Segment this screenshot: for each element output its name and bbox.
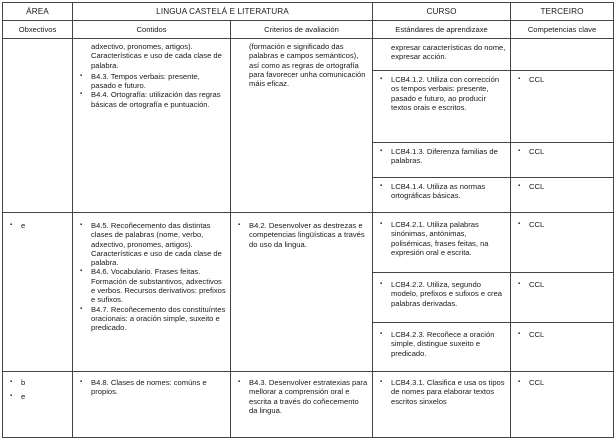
criteria-text: (formación e significado das palabras e campos semánticos), así como as regras de ortografía para favorecer unha comunicación máis eficaz.	[249, 42, 366, 89]
competence-item	[511, 39, 613, 71]
table-row	[3, 372, 614, 438]
course-label: CURSO	[373, 3, 511, 21]
standard-item: expresar características do nome, expresar acción.	[373, 39, 510, 71]
bullet-icon: ▪	[238, 222, 241, 228]
col-objectives-header: Obxectivos	[3, 21, 73, 39]
criteria-cell	[231, 372, 373, 438]
bullet-icon: ▪	[518, 281, 521, 287]
standard-item: ▪ LCB4.2.2. Utiliza, segundo modelo, prefixos e sufixos e crea palabras derivadas.	[373, 273, 510, 323]
content-item: ▪ B4.3. Tempos verbais: presente, pasado e futuro.	[77, 72, 226, 91]
area-label: ÁREA	[3, 3, 73, 21]
standard-item: ▪ LCB4.1.4. Utiliza as normas ortográficas básicas.	[373, 178, 510, 212]
bullet-icon: ▪	[518, 221, 521, 227]
standard-item: ▪ LCB4.2.1. Utiliza palabras sinónimas, antónimas, polisémicas, frases feitas, na expresión oral e escrita.	[373, 213, 510, 273]
standards-cell	[373, 213, 511, 372]
bullet-icon: ▪	[518, 331, 521, 337]
bullet-icon: ▪	[80, 379, 83, 385]
competence-item: ▪ CCL	[511, 323, 613, 371]
col-contents-header: Contidos	[73, 21, 231, 39]
standards-cell	[373, 372, 511, 438]
table-row	[3, 39, 614, 213]
contents-cell	[73, 39, 231, 213]
criteria-text: B4.2. Desenvolver as destrezas e competencias lingüísticas a través do uso da lingua.	[249, 221, 365, 249]
bullet-icon: ▪	[80, 222, 83, 228]
competences-cell	[511, 213, 614, 372]
bullet-icon: ▪	[380, 221, 383, 227]
bullet-icon: ▪	[380, 331, 383, 337]
col-standards-header: Estándares de aprendizaxe	[373, 21, 511, 39]
content-item: adxectivo, pronomes, artigos). Características e uso de cada clase de palabra.	[91, 42, 222, 70]
content-item: ▪ B4.8. Clases de nomes: comúns e propios.	[77, 378, 226, 397]
bullet-icon: ▪	[518, 379, 521, 385]
content-item: ▪ B4.4. Ortografía: utilización das regras básicas de ortografía e puntuación.	[77, 90, 226, 109]
bullet-icon: ▪	[10, 379, 13, 385]
bullet-icon: ▪	[238, 379, 241, 385]
bullet-icon: ▪	[10, 393, 13, 400]
standard-item: ▪ LCB4.3.1. Clasifica e usa os tipos de nomes para elaborar textos escritos sinxelos	[377, 378, 506, 406]
standard-item: ▪ LCB4.2.3. Recoñece a oración simple, distingue suxeito e predicado.	[373, 323, 510, 371]
header-row-1	[3, 3, 614, 21]
standard-item: ▪ LCB4.1.2. Utiliza con corrección os tempos verbais: presente, pasado e futuro, ao producir textos orais e escritos.	[373, 71, 510, 143]
criteria-cell	[231, 39, 373, 213]
competence-item: ▪ CCL	[511, 273, 613, 323]
contents-cell	[73, 213, 231, 372]
competences-cell	[511, 372, 614, 438]
bullet-icon: ▪	[80, 91, 83, 98]
competence-item: ▪ CCL	[511, 71, 613, 143]
curriculum-table	[2, 2, 614, 438]
contents-cell	[73, 372, 231, 438]
content-item: ▪ B4.7. Recoñecemento dos constituíntes oracionais: a oración simple, suxeito e predicado.	[77, 305, 226, 333]
objectives-cell: ▪ e	[3, 213, 73, 372]
content-item: ▪ B4.5. Recoñecemento das distintas clases de palabras (nome, verbo, adxectivo, pronomes, artigos). Características e uso de cada clase de palabra.	[77, 221, 226, 267]
bullet-icon: ▪	[80, 305, 83, 312]
col-criteria-header: Criterios de avaliación	[231, 21, 373, 39]
competence-item: ▪ CCL	[511, 178, 613, 212]
content-item: ▪ B4.6. Vocabulario. Frases feitas. Formación de substantivos, adxectivos e verbos. Recursos derivativos: prefixos e sufixos.	[77, 267, 226, 304]
bullet-icon: ▪	[80, 72, 83, 79]
competences-cell	[511, 39, 614, 213]
bullet-icon: ▪	[380, 281, 383, 287]
criteria-cell	[231, 213, 373, 372]
bullet-icon: ▪	[518, 76, 521, 82]
standards-cell	[373, 39, 511, 213]
col-competences-header: Competencias clave	[511, 21, 614, 39]
objectives-cell: ▪ b ▪ e	[3, 372, 73, 438]
competence-item: ▪ CCL	[511, 213, 613, 273]
bullet-icon: ▪	[380, 76, 383, 82]
criteria-text: B4.3. Desenvolver estratexias para mellorar a comprensión oral e escrita a través do coñecemento da lingua.	[249, 378, 368, 415]
competence-item: ▪ CCL	[511, 143, 613, 178]
competence-item: ▪ CCL	[515, 378, 609, 387]
bullet-icon: ▪	[380, 183, 383, 189]
bullet-icon: ▪	[380, 379, 383, 385]
table-row	[3, 213, 614, 372]
bullet-icon: ▪	[10, 222, 13, 228]
subject-title: LINGUA CASTELÁ E LITERATURA	[73, 3, 373, 21]
standard-item: ▪ LCB4.1.3. Diferenza familias de palabras.	[373, 143, 510, 178]
header-row-2	[3, 21, 614, 39]
objectives-cell	[3, 39, 73, 213]
bullet-icon: ▪	[518, 148, 521, 154]
bullet-icon: ▪	[518, 183, 521, 189]
bullet-icon: ▪	[380, 148, 383, 154]
course-value: TERCEIRO	[511, 3, 614, 21]
bullet-icon: ▪	[80, 268, 83, 275]
